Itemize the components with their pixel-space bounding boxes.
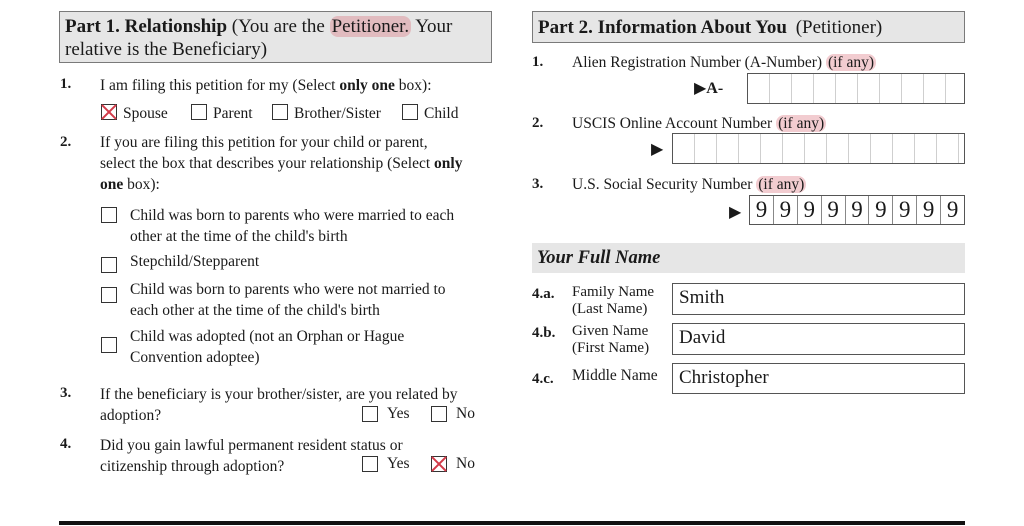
- parent-label: Parent: [213, 105, 253, 122]
- ssn-digit: 9: [892, 196, 916, 224]
- uscis-account-text: USCIS Online Account Number: [572, 115, 777, 132]
- given-name-label1: Given Name: [572, 323, 649, 339]
- adopted-label: [130, 326, 404, 368]
- q3-line1: If the beneficiary is your brother/sister, are you related by: [100, 386, 458, 403]
- q1-text-pre: I am filing this petition for my (Select: [100, 77, 340, 94]
- middle-name-label: Middle Name: [572, 367, 658, 384]
- ssn-prefix: ▶: [729, 204, 742, 221]
- q3-line2: adoption?: [100, 407, 162, 424]
- q1-text-bold: only one: [339, 77, 395, 94]
- q4-question: [100, 435, 403, 477]
- born-married-line2: other at the time of the child's birth: [130, 228, 348, 245]
- parent-checkbox[interactable]: [191, 104, 207, 120]
- family-name-value: Smith: [679, 287, 725, 308]
- middle-name-number: 4.c.: [532, 371, 554, 387]
- a-number-text: Alien Registration Number (A-Number): [572, 54, 826, 71]
- ssn-digit: 9: [916, 196, 940, 224]
- given-name-input[interactable]: [672, 323, 965, 355]
- born-married-label: [130, 205, 454, 247]
- brother-sister-label: Brother/Sister: [294, 105, 381, 122]
- part2-title-bold: Part 2. Information About You: [538, 17, 787, 38]
- uscis-account-if-any: (if any): [778, 115, 825, 132]
- stepchild-label: Stepchild/Stepparent: [130, 253, 260, 270]
- q2-line3-post: box):: [123, 176, 160, 193]
- q2-question: [100, 132, 500, 195]
- child-label: Child: [424, 105, 459, 122]
- spouse-checkbox[interactable]: [101, 104, 117, 120]
- q2-number: 2.: [60, 134, 72, 150]
- born-married-line1: Child was born to parents who were married to each: [130, 207, 455, 224]
- ssn-digit: 9: [755, 197, 768, 222]
- q4-line2: citizenship through adoption?: [100, 458, 285, 475]
- q2-line2-bold: only: [434, 155, 463, 172]
- born-unmarried-checkbox[interactable]: [101, 287, 117, 303]
- p2-q1-number: 1.: [532, 54, 544, 70]
- ssn-digit: 9: [868, 196, 892, 224]
- petitioner-highlight: Petitioner.: [331, 16, 410, 37]
- ssn-label: [572, 174, 806, 195]
- full-name-header: Your Full Name: [532, 243, 965, 273]
- a-number-if-any: (if any): [827, 54, 875, 71]
- ssn-text: U.S. Social Security Number: [572, 176, 757, 193]
- q2-line2-pre: select the box that describes your relationship (Select: [100, 155, 435, 172]
- a-number-prefix: ▶A-: [694, 80, 724, 97]
- spouse-label: Spouse: [123, 105, 168, 122]
- child-checkbox[interactable]: [402, 104, 418, 120]
- adopted-checkbox[interactable]: [101, 337, 117, 353]
- a-number-label: [572, 52, 876, 73]
- family-name-input[interactable]: [672, 283, 965, 315]
- stepchild-checkbox[interactable]: [101, 257, 117, 273]
- uscis-account-label: [572, 113, 826, 134]
- given-name-label: [572, 323, 649, 357]
- part2-title-rest: (Petitioner): [795, 17, 883, 38]
- part1-title-bold: Part 1. Relationship: [65, 16, 228, 37]
- given-name-value: David: [679, 327, 726, 348]
- q1-text-post: box):: [394, 77, 432, 94]
- ssn-digit: 9: [797, 196, 821, 224]
- q1-question: [100, 75, 432, 96]
- q3-no-label: No: [456, 405, 475, 422]
- middle-name-value: Christopher: [679, 367, 769, 388]
- q2-line2: [100, 153, 500, 174]
- ssn-if-any: (if any): [758, 176, 805, 193]
- q4-no-checkbox[interactable]: [431, 456, 447, 472]
- page-divider: [59, 521, 965, 525]
- q2-line3-bold: one: [100, 176, 124, 193]
- born-unmarried-line1: Child was born to parents who were not married to: [130, 281, 446, 298]
- ssn-digit: 9: [940, 196, 964, 224]
- ssn-digits: [750, 196, 964, 224]
- q4-line1: Did you gain lawful permanent resident status or: [100, 437, 403, 454]
- ssn-digit: 9: [773, 196, 797, 224]
- q2-line3: [100, 174, 500, 195]
- part2-header: [532, 11, 965, 43]
- q2-line1: If you are filing this petition for your child or parent,: [100, 134, 428, 151]
- q4-no-label: No: [456, 455, 475, 472]
- q3-yes-checkbox[interactable]: [362, 406, 378, 422]
- family-name-label: [572, 284, 654, 318]
- part1-title-post: Your relative is the Beneficiary): [65, 16, 453, 60]
- uscis-account-input[interactable]: [672, 133, 965, 164]
- q4-yes-checkbox[interactable]: [362, 456, 378, 472]
- born-unmarried-line2: each other at the time of the child's birth: [130, 302, 380, 319]
- p2-q3-number: 3.: [532, 176, 544, 192]
- ssn-digit: 9: [845, 196, 869, 224]
- part1-header: [59, 11, 492, 63]
- q3-yes-label: Yes: [387, 405, 410, 422]
- brother-sister-checkbox[interactable]: [272, 104, 288, 120]
- born-unmarried-label: [130, 279, 446, 321]
- adopted-line1: Child was adopted (not an Orphan or Hague: [130, 328, 405, 345]
- given-name-label2: (First Name): [572, 340, 650, 356]
- ssn-digit: 9: [821, 196, 845, 224]
- middle-name-input[interactable]: [672, 363, 965, 394]
- part1-title-pre: (You are the: [231, 16, 330, 37]
- q1-number: 1.: [60, 76, 72, 92]
- q3-number: 3.: [60, 385, 72, 401]
- q3-no-checkbox[interactable]: [431, 406, 447, 422]
- family-name-number: 4.a.: [532, 286, 555, 302]
- adopted-line2: Convention adoptee): [130, 349, 260, 366]
- family-name-label1: Family Name: [572, 284, 655, 300]
- q4-yes-label: Yes: [387, 455, 410, 472]
- uscis-account-prefix: ▶: [651, 141, 664, 158]
- given-name-number: 4.b.: [532, 325, 556, 341]
- q4-number: 4.: [60, 436, 72, 452]
- born-married-checkbox[interactable]: [101, 207, 117, 223]
- family-name-label2: (Last Name): [572, 301, 648, 317]
- ssn-input[interactable]: [749, 195, 965, 225]
- p2-q2-number: 2.: [532, 115, 544, 131]
- a-number-input[interactable]: [747, 73, 965, 104]
